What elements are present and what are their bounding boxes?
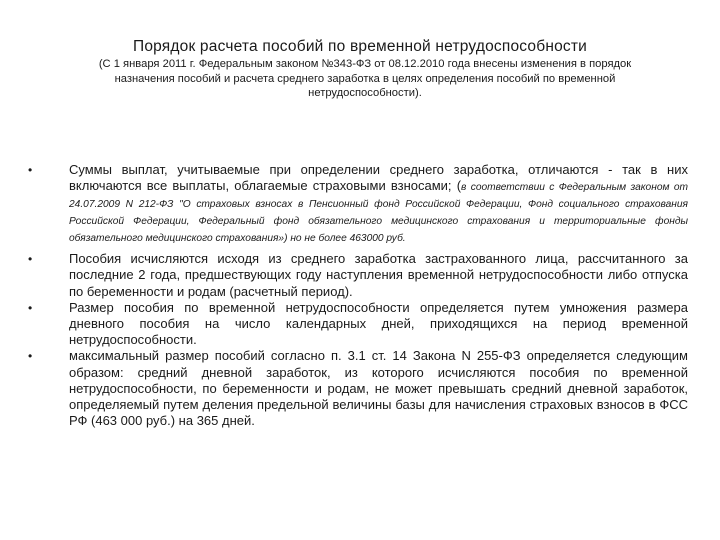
list-item-text: максимальный размер пособий согласно п. 3.1 ст. 14 Закона N 255-ФЗ определяется следующим образом: средний дневной заработок, из которого исчисляются пособия по временной нетрудоспособности, по беременности и родам, не может превышать средний дневной заработок, определяемый путем деления предельной величины базы для начисления страховых взносов в ФСС РФ (463 000 руб.) на 365 дней.	[69, 348, 688, 429]
bullet-icon: •	[28, 300, 33, 315]
bullet-icon: •	[28, 349, 33, 364]
slide-title: Порядок расчета пособий по временной нетрудоспособности	[132, 38, 588, 55]
list-item-text: Суммы выплат, учитываемые при определении среднего заработка, отличаются - так в них включаются все выплаты, облагаемые страховыми взносами; (	[69, 162, 688, 194]
list-item-text: Пособия исчисляются исходя из среднего заработка застрахованного лица, рассчитанного за последние 2 года, предшествующих году наступления временной нетрудоспособности либо отпуска по беременности и родам (расчетный период).	[69, 251, 688, 299]
slide-subtitle: (С 1 января 2011 г. Федеральным законом №343-ФЗ от 08.12.2010 года внесены изменения в порядок назначения пособий и расчета среднего заработка в целях определения пособий по временной нетрудоспособности).	[98, 58, 632, 99]
list-item	[28, 348, 688, 429]
bullet-icon: •	[28, 252, 33, 267]
bullet-list	[28, 162, 688, 429]
list-item	[28, 162, 688, 246]
list-item	[28, 300, 688, 349]
bullet-icon: •	[28, 163, 33, 177]
list-item	[28, 251, 688, 300]
list-item-text: Размер пособия по временной нетрудоспособности определяется путем умножения размера дневного пособия на число календарных дней, приходящихся на период временной нетрудоспособности.	[69, 299, 688, 348]
list-item-note: в соответствии с Федеральным законом от 24.07.2009 N 212-ФЗ "О страховых взносах в Пенсионный фонд Российской Федерации, Фонд социального страхования Российской Федерации, Федеральный фонд обязательного медицинского страхования и территориальные фонды обязательного медицинского страхования») но не более 463000 руб.	[69, 182, 689, 245]
